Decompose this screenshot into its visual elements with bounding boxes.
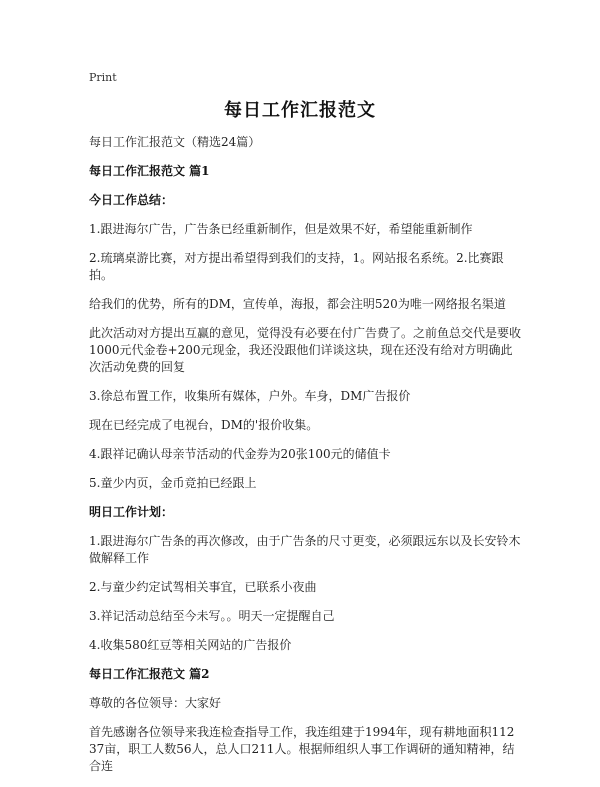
today-item: 1.跟进海尔广告，广告条已经重新制作，但是效果不好，希望能重新制作	[89, 222, 473, 236]
plan-item: 2.与童少约定试驾相关事宜，已联系小夜曲	[89, 580, 317, 594]
today-summary-heading: 今日工作总结：	[89, 193, 174, 207]
today-item: 5.童少内页，金币竞拍已经跟上	[89, 476, 257, 490]
today-item: 3.徐总布置工作，收集所有媒体，户外。车身，DM广告报价	[89, 389, 411, 403]
today-item: 现在已经完成了电视台，DM的'报价收集。	[89, 418, 319, 432]
plan-item: 3.祥记活动总结至今未写。。明天一定提醒自己	[89, 609, 335, 623]
document-body	[89, 134, 521, 787]
subtitle: 每日工作汇报范文（精选24篇）	[89, 135, 261, 149]
section-heading-2: 每日工作汇报范文 篇2	[89, 667, 210, 681]
section2-body: 首先感谢各位领导来我连检查指导工作，我连组建于1994年，现有耕地面积11237亩，职工人数56人，总人口211人。根据师组织人事工作调研的通知精神，结合连	[89, 725, 515, 773]
print-label[interactable]: Print	[89, 71, 117, 84]
greeting: 尊敬的各位领导：大家好	[89, 696, 222, 710]
plan-item: 4.收集580红豆等相关网站的广告报价	[89, 638, 292, 652]
today-item: 此次活动对方提出互赢的意见，觉得没有必要在付广告费了。之前鱼总交代是要收1000元代金卷+200元现金，我还没跟他们详谈这块，现在还没有给对方明确此次活动免费的回复	[89, 326, 522, 374]
plan-item: 1.跟进海尔广告条的再次修改，由于广告条的尺寸更变，必须跟远东以及长安铃木做解释工作	[89, 534, 521, 565]
today-item: 4.跟祥记确认母亲节活动的代金券为20张100元的储值卡	[89, 447, 391, 461]
page-title: 每日工作汇报范文	[224, 100, 376, 121]
section-heading-1: 每日工作汇报范文 篇1	[89, 164, 210, 178]
tomorrow-plan-heading: 明日工作计划：	[89, 505, 174, 519]
today-item: 给我们的优势，所有的DM，宣传单，海报，都会注明520为唯一网络报名渠道	[89, 297, 506, 311]
today-item: 2.琉璃桌游比赛，对方提出希望得到我们的支持，1。网站报名系统。2.比赛跟拍。	[89, 251, 504, 282]
